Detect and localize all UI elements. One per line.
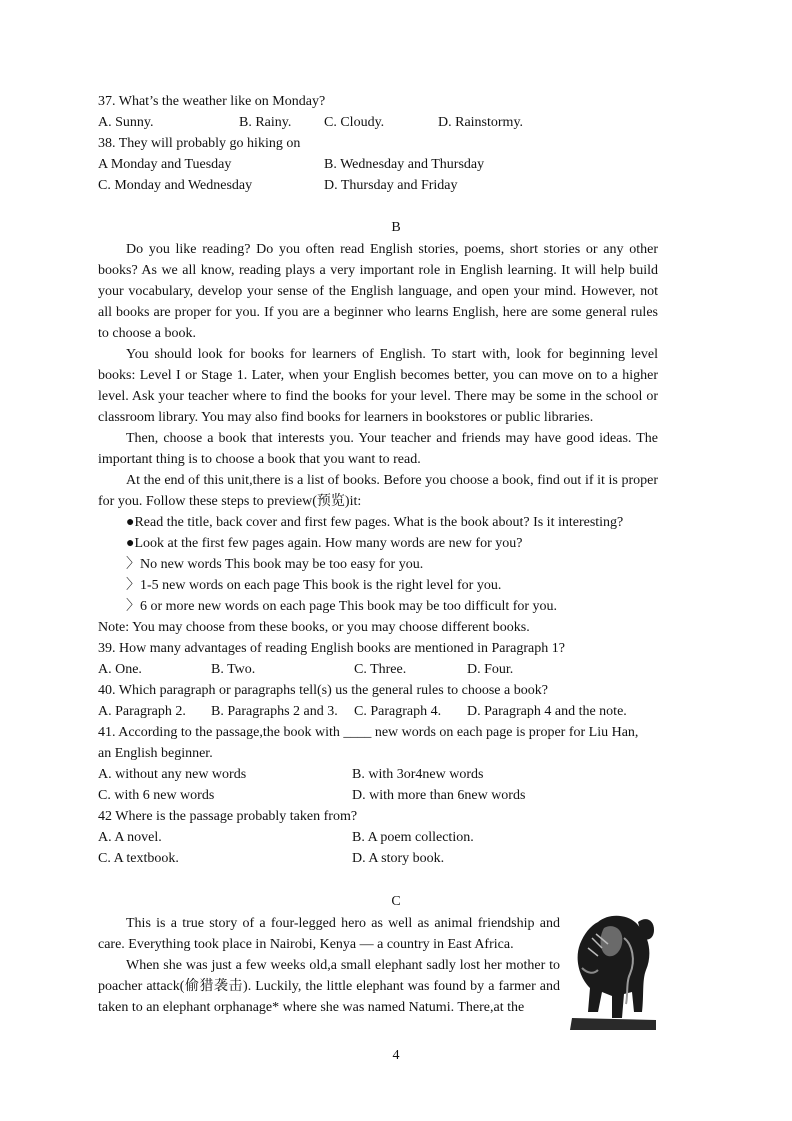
section-b-step-3: 〉6 or more new words on each page This book may be too difficult for you. [126, 599, 558, 614]
q41-stem-line-1: 41. According to the passage,the book with ____ new words on each page is proper for Liu Han, [98, 725, 639, 740]
section-b-paragraph-4: At the end of this unit,there is a list of books. Before you choose a book, find out if it is proper for you. Follow these steps to preview(预览)it: [98, 473, 658, 509]
q42-option-a: A. A novel. [98, 830, 162, 845]
q42-option-b: B. A poem collection. [352, 830, 474, 845]
q40-stem: 40. Which paragraph or paragraphs tell(s) us the general rules to choose a book? [98, 683, 548, 698]
section-b-heading: B [391, 220, 401, 235]
section-b-step-1: 〉No new words This book may be too easy for you. [126, 557, 424, 572]
q38-option-b: B. Wednesday and Thursday [324, 157, 485, 172]
q38-stem: 38. They will probably go hiking on [98, 136, 301, 151]
q40-option-a: A. Paragraph 2. [98, 704, 186, 719]
section-b-paragraph-3: Then, choose a book that interests you. Your teacher and friends may have good ideas. The important thing is to choose a book that you want to read. [98, 431, 658, 467]
q41-option-d: D. with more than 6new words [352, 788, 526, 803]
q39-option-b: B. Two. [211, 662, 256, 677]
section-b-step-2: 〉1-5 new words on each page This book is the right level for you. [126, 578, 502, 593]
q38-option-c: C. Monday and Wednesday [98, 178, 253, 193]
q41-option-b: B. with 3or4new words [352, 767, 484, 782]
q41-option-a: A. without any new words [98, 767, 247, 782]
section-c-paragraph-2: When she was just a few weeks old,a small elephant sadly lost her mother to poacher attack(偷猎袭击). Luckily, the little elephant was found by a farmer and taken to an elephant orphanage* where she was named Natumi. There,at the [98, 958, 560, 1015]
section-b-paragraph-1: Do you like reading? Do you often read English stories, poems, short stories or any other books? As we all know, reading plays a very important role in English learning. It will help build your vocabulary, develop your sense of the English language, and open your mind. However, not all books are proper for you. If you are a beginner who learns English, here are some general rules to choose a book. [98, 242, 658, 341]
q41-option-c: C. with 6 new words [98, 788, 215, 803]
q42-option-d: D. A story book. [352, 851, 445, 866]
q42-option-c: C. A textbook. [98, 851, 179, 866]
q41-stem-line-2: an English beginner. [98, 746, 213, 761]
q39-option-a: A. One. [98, 662, 142, 677]
q37-option-c: C. Cloudy. [324, 115, 385, 130]
section-b-bullet-1: ●Read the title, back cover and first few pages. What is the book about? Is it interesting? [126, 515, 624, 530]
q39-stem: 39. How many advantages of reading English books are mentioned in Paragraph 1? [98, 641, 565, 656]
q37-option-a: A. Sunny. [98, 115, 154, 130]
q38-option-a: A Monday and Tuesday [98, 157, 232, 172]
page-number: 4 [392, 1048, 400, 1063]
section-c-heading: C [391, 894, 401, 909]
q42-stem: 42 Where is the passage probably taken from? [98, 809, 358, 824]
q40-option-c: C. Paragraph 4. [354, 704, 442, 719]
q37-option-d: D. Rainstormy. [438, 115, 524, 130]
q38-option-d: D. Thursday and Friday [324, 178, 458, 193]
q39-option-c: C. Three. [354, 662, 407, 677]
section-b-paragraph-2: You should look for books for learners of English. To start with, look for beginning level books: Level I or Stage 1. Later, when your English becomes better, you can move on to a higher level. Ask your teacher where to find the books for your level. There may be some in the school or classroom library. You may also find books for learners in bookstores or public libraries. [98, 347, 658, 425]
q39-option-d: D. Four. [467, 662, 514, 677]
q40-option-d: D. Paragraph 4 and the note. [467, 704, 627, 719]
q37-option-b: B. Rainy. [239, 115, 292, 130]
section-c-paragraph-1: This is a true story of a four-legged hero as well as animal friendship and care. Everything took place in Nairobi, Kenya — a country in East Africa. [98, 916, 560, 952]
q37-stem: 37. What’s the weather like on Monday? [98, 94, 326, 109]
section-b-note: Note: You may choose from these books, or you may choose different books. [98, 620, 530, 635]
elephant-illustration [568, 908, 658, 1030]
q40-option-b: B. Paragraphs 2 and 3. [211, 704, 338, 719]
section-b-bullet-2: ●Look at the first few pages again. How many words are new for you? [126, 536, 523, 551]
